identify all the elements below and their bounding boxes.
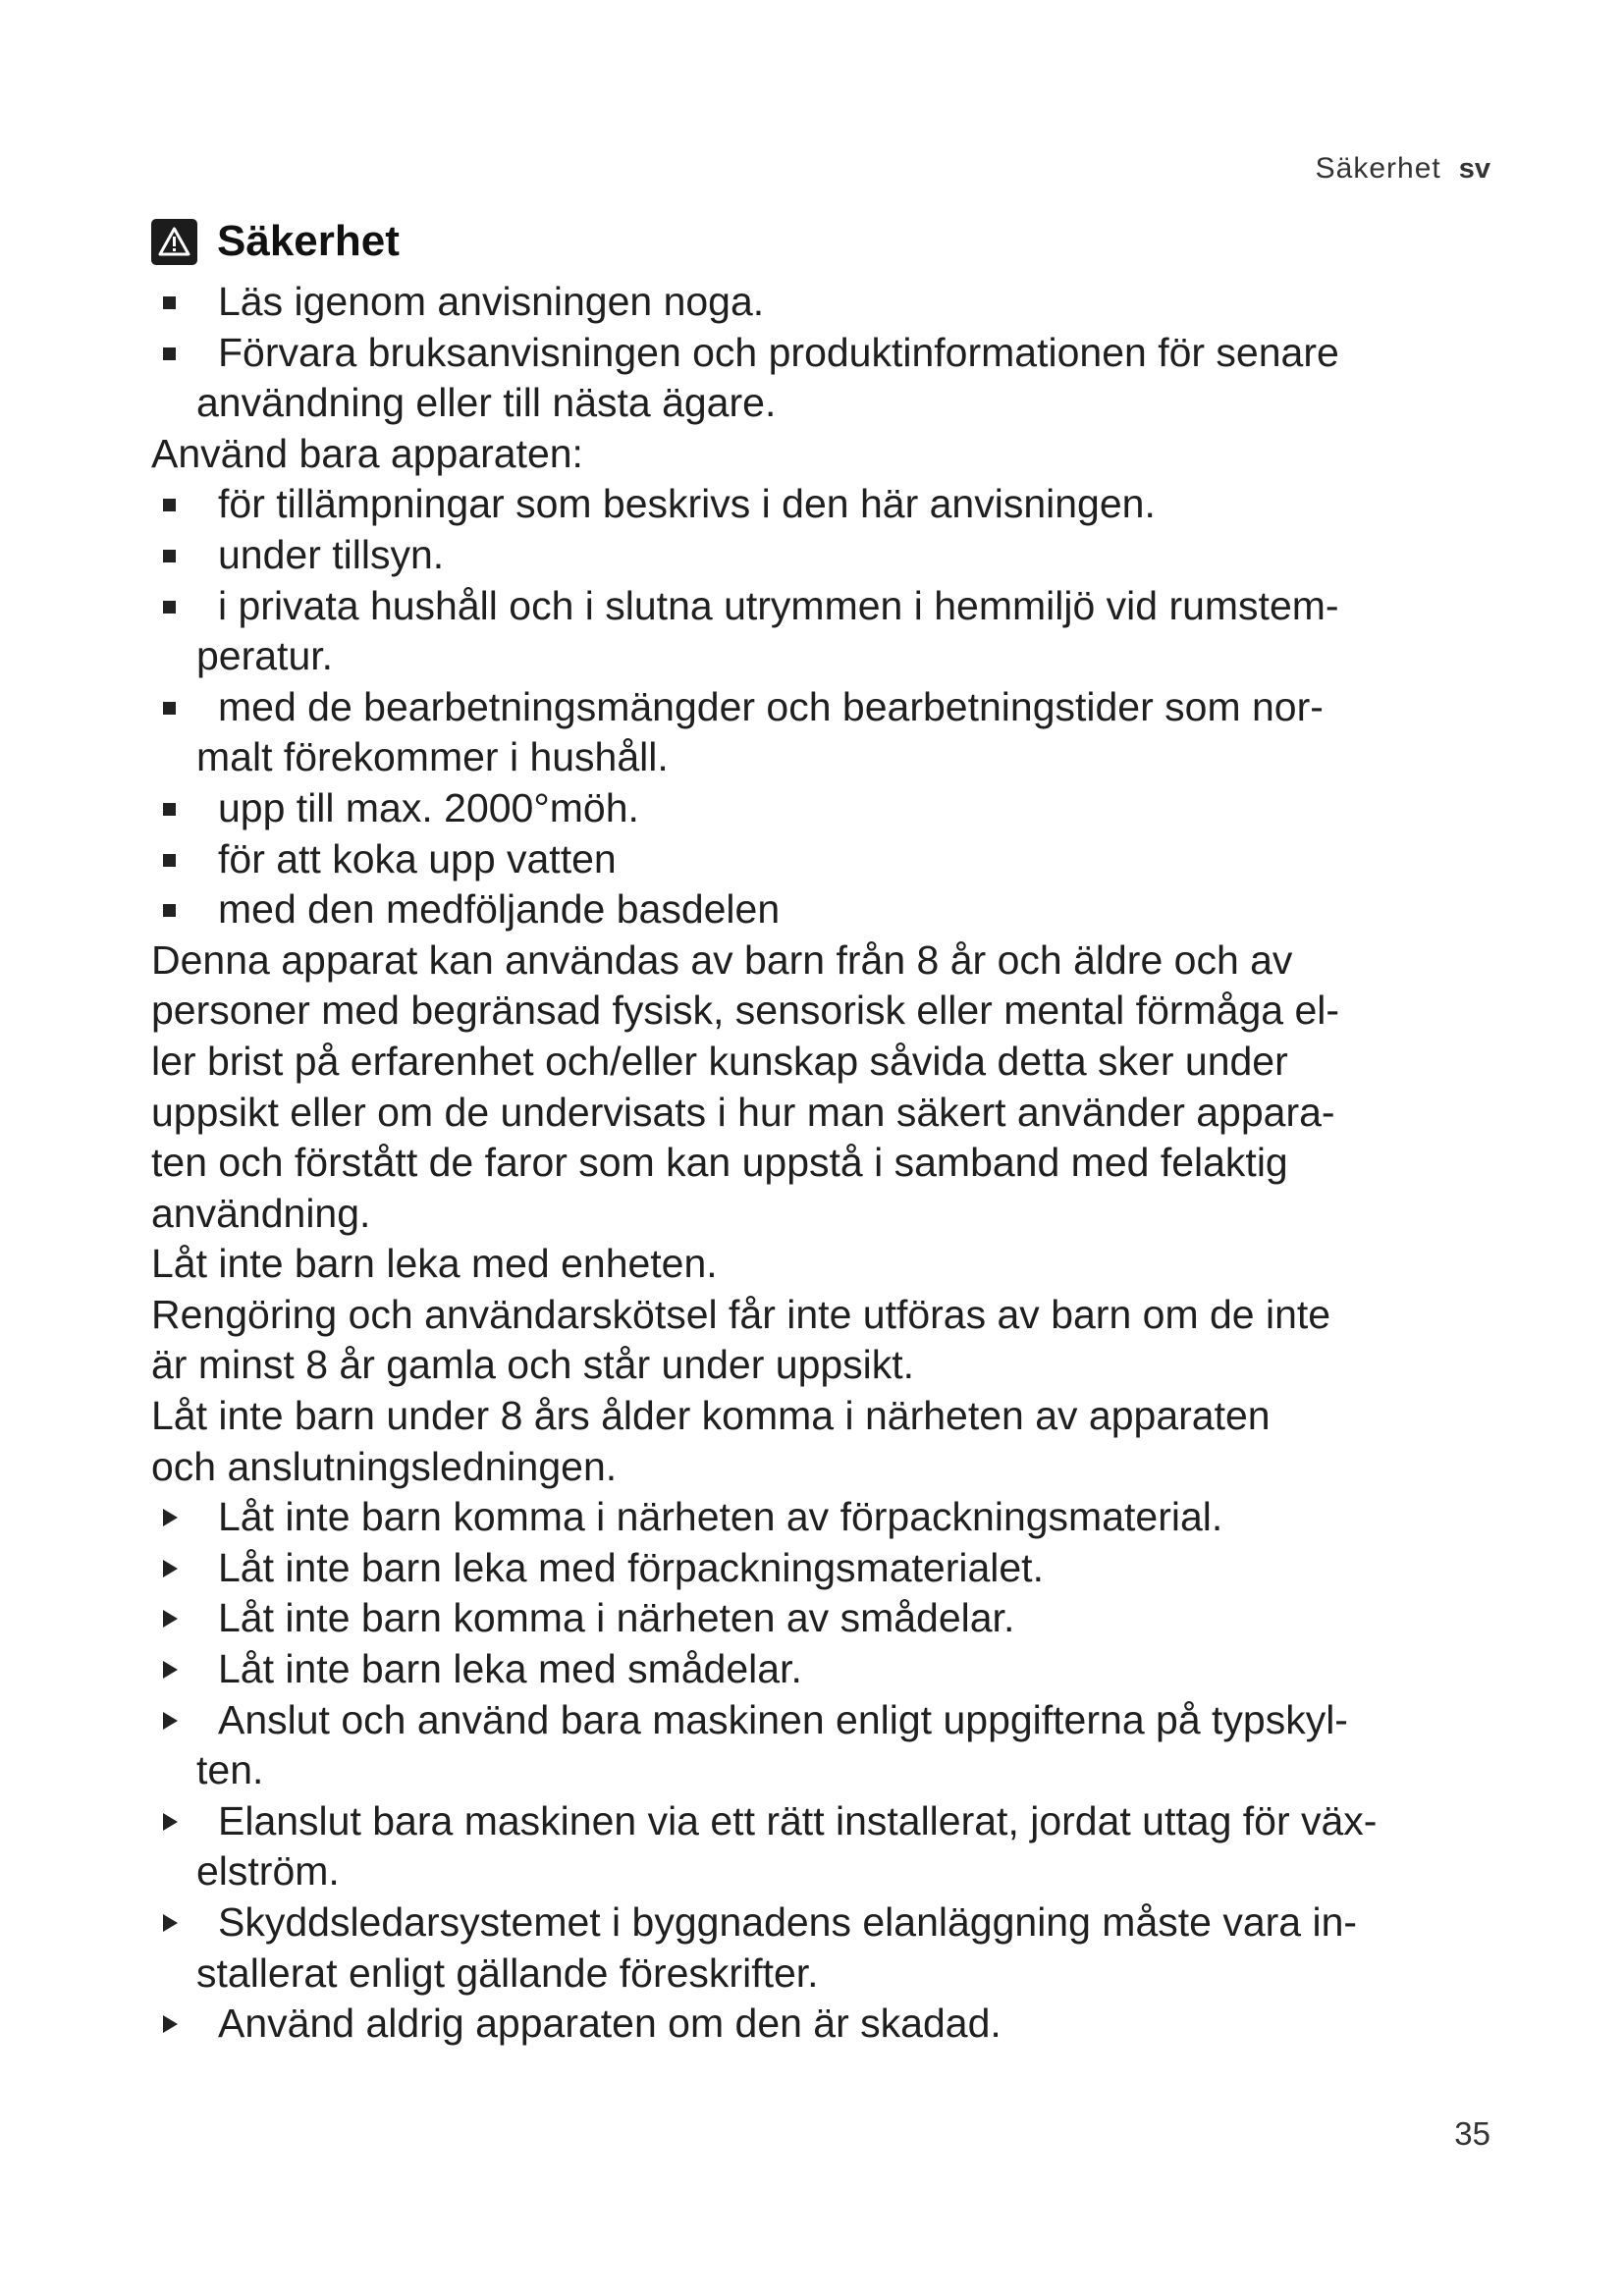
- arrow-bullet: [163, 1914, 178, 1932]
- section-heading: [151, 212, 1506, 271]
- square-bullet: [163, 854, 176, 867]
- list-item: Läs igenom anvisningen noga.: [151, 277, 1506, 328]
- list-item: under tillsyn.: [151, 530, 1506, 581]
- instruction-item: Skyddsledarsystemet i byggnadens elanläggning måste vara in- stallerat enligt gällande föreskrifter.: [151, 1897, 1506, 1999]
- square-bullet: [163, 601, 176, 614]
- running-header: [1316, 152, 1490, 186]
- page-number: 35: [1454, 2115, 1490, 2152]
- arrow-bullet: [163, 1560, 178, 1577]
- usage-list: [151, 479, 1506, 934]
- header-section: Säkerhet: [1315, 152, 1441, 185]
- paragraph: Låt inte barn leka med enheten.: [151, 1241, 718, 1287]
- instruction-item: Använd aldrig apparaten om den är skadad.: [151, 1999, 1506, 2050]
- instruction-list: [151, 1492, 1506, 2050]
- list-item: i privata hushåll och i slutna utrymmen i hemmiljö vid rumstem- peratur.: [151, 581, 1506, 682]
- instruction-item: Elanslut bara maskinen via ett rätt installerat, jordat uttag för väx- elström.: [151, 1796, 1506, 1897]
- page-title: Säkerhet: [217, 217, 400, 265]
- arrow-bullet: [163, 1661, 178, 1679]
- arrow-bullet: [163, 2015, 178, 2033]
- arrow-bullet: [163, 1712, 178, 1730]
- warning-icon: [151, 219, 197, 265]
- paragraph: Låt inte barn under 8 års ålder komma i närheten av apparaten och anslutningsledningen.: [151, 1393, 1271, 1489]
- paragraph: Rengöring och användarskötsel får inte utföras av barn om de inte är minst 8 år gamla och står under uppsikt.: [151, 1291, 1331, 1388]
- list-item: med de bearbetningsmängder och bearbetningstider som nor- malt förekommer i hushåll.: [151, 682, 1506, 783]
- square-bullet: [163, 904, 176, 917]
- arrow-bullet: [163, 1509, 178, 1526]
- paragraph: Denna apparat kan användas av barn från 8 år och äldre och av personer med begränsad fysisk, sensorisk eller mental förmåga el- ler brist på erfarenhet och/eller kunskap såvida detta sker under uppsikt eller om de undervisats i hur man säkert använder appara- ten och förstått de faror som kan uppstå i samband med felaktig användning.: [151, 936, 1340, 1236]
- page-content: [151, 212, 1506, 2050]
- instruction-item: Låt inte barn leka med förpackningsmaterialet.: [151, 1543, 1506, 1594]
- list-item: upp till max. 2000°möh.: [151, 783, 1506, 834]
- square-bullet: [163, 499, 176, 511]
- instruction-item: Anslut och använd bara maskinen enligt uppgifterna på typskyl- ten.: [151, 1695, 1506, 1796]
- square-bullet: [163, 296, 176, 309]
- instruction-item: Låt inte barn komma i närheten av förpackningsmaterial.: [151, 1492, 1506, 1543]
- header-language: sv: [1458, 153, 1490, 185]
- list-item: för tillämpningar som beskrivs i den här anvisningen.: [151, 479, 1506, 530]
- intro-list: [151, 277, 1506, 429]
- usage-heading: Använd bara apparaten:: [151, 430, 583, 476]
- arrow-bullet: [163, 1610, 178, 1628]
- square-bullet: [163, 702, 176, 715]
- square-bullet: [163, 347, 176, 360]
- arrow-bullet: [163, 1813, 178, 1831]
- square-bullet: [163, 803, 176, 816]
- instruction-item: Låt inte barn leka med smådelar.: [151, 1644, 1506, 1695]
- list-item: för att koka upp vatten: [151, 834, 1506, 885]
- square-bullet: [163, 550, 176, 562]
- instruction-item: Låt inte barn komma i närheten av smådelar.: [151, 1593, 1506, 1644]
- list-item: med den medföljande basdelen: [151, 884, 1506, 935]
- list-item: Förvara bruksanvisningen och produktinformationen för senare användning eller till nästa ägare.: [151, 328, 1506, 429]
